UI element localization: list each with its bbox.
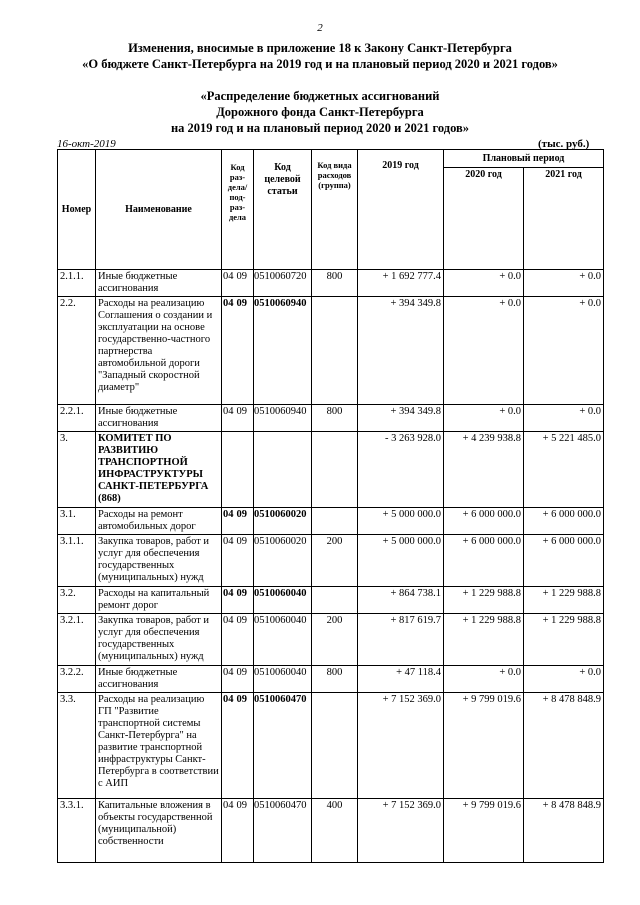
- budget-table: [57, 149, 604, 863]
- row-expense-code: 800: [312, 405, 358, 432]
- table-row: [58, 297, 604, 405]
- row-value-2021: + 8 478 848.9: [524, 799, 604, 863]
- row-expense-code: [312, 693, 358, 799]
- row-target-code: 0510060040: [254, 614, 312, 666]
- row-section-code: [222, 508, 254, 535]
- appendix-title-line-3: на 2019 год и на плановый период 2020 и 2021 годов»: [170, 121, 470, 135]
- table-row: [58, 799, 604, 863]
- row-expense-code: 200: [312, 535, 358, 587]
- row-value-2019: + 817 619.7: [358, 614, 444, 666]
- table-body: [58, 270, 604, 863]
- header-name: Наименование: [96, 150, 222, 270]
- subsection-code: 09: [236, 588, 247, 599]
- row-value-2020: + 6 000 000.0: [444, 508, 524, 535]
- header-planned-period: Плановый период: [444, 150, 604, 168]
- subsection-code: 09: [236, 615, 247, 626]
- row-value-2020: + 0.0: [444, 297, 524, 405]
- section-code: 04: [223, 406, 234, 417]
- subsection-code: 09: [236, 536, 247, 547]
- row-value-2019: + 5 000 000.0: [358, 535, 444, 587]
- table-row: [58, 405, 604, 432]
- row-number: 3.2.1.: [58, 614, 96, 666]
- subsection-code: 09: [236, 406, 247, 417]
- header-target-code: Код целевой статьи: [254, 150, 312, 270]
- section-code: 04: [223, 800, 234, 811]
- subsection-code: 09: [236, 271, 247, 282]
- row-expense-code: [312, 508, 358, 535]
- row-section-code: [222, 614, 254, 666]
- row-number: 3.1.: [58, 508, 96, 535]
- page-number: 2: [317, 22, 323, 34]
- row-number: 2.1.1.: [58, 270, 96, 297]
- row-number: 3.2.: [58, 587, 96, 614]
- section-code: 04: [223, 509, 234, 520]
- row-section-code: [222, 535, 254, 587]
- row-section-code: [222, 432, 254, 508]
- row-value-2021: + 0.0: [524, 405, 604, 432]
- row-section-code: [222, 297, 254, 405]
- row-value-2019: + 394 349.8: [358, 297, 444, 405]
- row-target-code: 0510060040: [254, 666, 312, 693]
- subsection-code: 09: [236, 298, 247, 309]
- row-name: Капитальные вложения в объекты государственной (муниципальной) собственности: [96, 799, 222, 863]
- section-code: 04: [223, 588, 234, 599]
- row-value-2019: + 47 118.4: [358, 666, 444, 693]
- row-value-2021: + 0.0: [524, 297, 604, 405]
- subsection-code: 09: [236, 694, 247, 705]
- header-number: Номер: [58, 150, 96, 270]
- row-section-code: [222, 270, 254, 297]
- row-value-2019: + 1 692 777.4: [358, 270, 444, 297]
- row-value-2019: + 5 000 000.0: [358, 508, 444, 535]
- row-value-2019: - 3 263 928.0: [358, 432, 444, 508]
- row-value-2020: + 6 000 000.0: [444, 535, 524, 587]
- row-value-2021: + 6 000 000.0: [524, 535, 604, 587]
- row-value-2020: + 0.0: [444, 666, 524, 693]
- row-target-code: 0510060470: [254, 693, 312, 799]
- row-name: Расходы на реализацию ГП "Развитие транспортной системы Санкт-Петербурга" на развитие транспортной инфраструктуры Санкт-Петербурга в соответствии с АИП: [96, 693, 222, 799]
- subsection-code: 09: [236, 667, 247, 678]
- row-name: Расходы на реализацию Соглашения о создании и эксплуатации на основе государственно-частного партнерства автомобильной дороги "Западный скоростной диаметр": [96, 297, 222, 405]
- row-number: 3.1.1.: [58, 535, 96, 587]
- row-value-2019: + 7 152 369.0: [358, 693, 444, 799]
- row-name: Иные бюджетные ассигнования: [96, 405, 222, 432]
- section-code: 04: [223, 694, 234, 705]
- row-value-2019: + 864 738.1: [358, 587, 444, 614]
- row-value-2021: + 6 000 000.0: [524, 508, 604, 535]
- row-value-2020: + 1 229 988.8: [444, 587, 524, 614]
- row-value-2019: + 7 152 369.0: [358, 799, 444, 863]
- section-code: 04: [223, 271, 234, 282]
- row-value-2020: + 9 799 019.6: [444, 693, 524, 799]
- row-expense-code: 400: [312, 799, 358, 863]
- row-target-code: 0510060020: [254, 535, 312, 587]
- row-expense-code: 800: [312, 270, 358, 297]
- table-row: [58, 270, 604, 297]
- row-name: Закупка товаров, работ и услуг для обеспечения государственных (муниципальных) нужд: [96, 535, 222, 587]
- row-number: 2.2.1.: [58, 405, 96, 432]
- row-value-2020: + 1 229 988.8: [444, 614, 524, 666]
- row-name: Иные бюджетные ассигнования: [96, 270, 222, 297]
- row-value-2021: + 0.0: [524, 666, 604, 693]
- row-section-code: [222, 693, 254, 799]
- row-target-code: 0510060040: [254, 587, 312, 614]
- row-target-code: [254, 432, 312, 508]
- row-value-2020: + 0.0: [444, 270, 524, 297]
- header-expense-code: Код вида расходов (группа): [312, 150, 358, 270]
- row-target-code: 0510060470: [254, 799, 312, 863]
- table-row: [58, 432, 604, 508]
- row-name: Закупка товаров, работ и услуг для обеспечения государственных (муниципальных) нужд: [96, 614, 222, 666]
- header-year-2020: 2020 год: [444, 168, 524, 270]
- row-section-code: [222, 799, 254, 863]
- subsection-code: 09: [236, 800, 247, 811]
- header-year-2019: 2019 год: [358, 150, 444, 270]
- row-name: Расходы на капитальный ремонт дорог: [96, 587, 222, 614]
- section-code: 04: [223, 298, 234, 309]
- row-name: Иные бюджетные ассигнования: [96, 666, 222, 693]
- table-row: [58, 693, 604, 799]
- row-value-2020: + 9 799 019.6: [444, 799, 524, 863]
- row-number: 3.: [58, 432, 96, 508]
- row-value-2021: + 5 221 485.0: [524, 432, 604, 508]
- row-section-code: [222, 405, 254, 432]
- unit-label: (тыс. руб.): [538, 138, 590, 150]
- row-target-code: 0510060940: [254, 297, 312, 405]
- row-number: 3.2.2.: [58, 666, 96, 693]
- row-section-code: [222, 666, 254, 693]
- subsection-code: 09: [236, 509, 247, 520]
- row-value-2019: + 394 349.8: [358, 405, 444, 432]
- row-value-2021: + 0.0: [524, 270, 604, 297]
- document-date: 16-окт-2019: [57, 138, 116, 150]
- section-code: 04: [223, 667, 234, 678]
- row-name: Расходы на ремонт автомобильных дорог: [96, 508, 222, 535]
- row-section-code: [222, 587, 254, 614]
- appendix-title-line-1: «Распределение бюджетных ассигнований: [200, 89, 440, 103]
- table-row: [58, 614, 604, 666]
- header-section-code: Код раз-дела/ под-раз-дела: [222, 150, 254, 270]
- header-year-2021: 2021 год: [524, 168, 604, 270]
- row-expense-code: 800: [312, 666, 358, 693]
- row-expense-code: [312, 297, 358, 405]
- row-expense-code: [312, 587, 358, 614]
- table-row: [58, 535, 604, 587]
- section-code: 04: [223, 615, 234, 626]
- row-target-code: 0510060940: [254, 405, 312, 432]
- row-number: 3.3.1.: [58, 799, 96, 863]
- appendix-title-line-2: Дорожного фонда Санкт-Петербурга: [216, 105, 424, 119]
- row-value-2021: + 1 229 988.8: [524, 587, 604, 614]
- row-expense-code: 200: [312, 614, 358, 666]
- table-row: [58, 666, 604, 693]
- table-row: [58, 508, 604, 535]
- row-value-2020: + 0.0: [444, 405, 524, 432]
- row-value-2021: + 8 478 848.9: [524, 693, 604, 799]
- row-target-code: 0510060020: [254, 508, 312, 535]
- row-number: 2.2.: [58, 297, 96, 405]
- document-title-line-1: Изменения, вносимые в приложение 18 к Закону Санкт-Петербурга: [128, 41, 512, 55]
- row-name: КОМИТЕТ ПО РАЗВИТИЮ ТРАНСПОРТНОЙ ИНФРАСТРУКТУРЫ САНКТ-ПЕТЕРБУРГА (868): [96, 432, 222, 508]
- row-number: 3.3.: [58, 693, 96, 799]
- row-value-2021: + 1 229 988.8: [524, 614, 604, 666]
- row-target-code: 0510060720: [254, 270, 312, 297]
- document-title-line-2: «О бюджете Санкт-Петербурга на 2019 год и на плановый период 2020 и 2021 годов»: [82, 57, 558, 71]
- table-row: [58, 587, 604, 614]
- section-code: 04: [223, 536, 234, 547]
- row-value-2020: + 4 239 938.8: [444, 432, 524, 508]
- row-expense-code: [312, 432, 358, 508]
